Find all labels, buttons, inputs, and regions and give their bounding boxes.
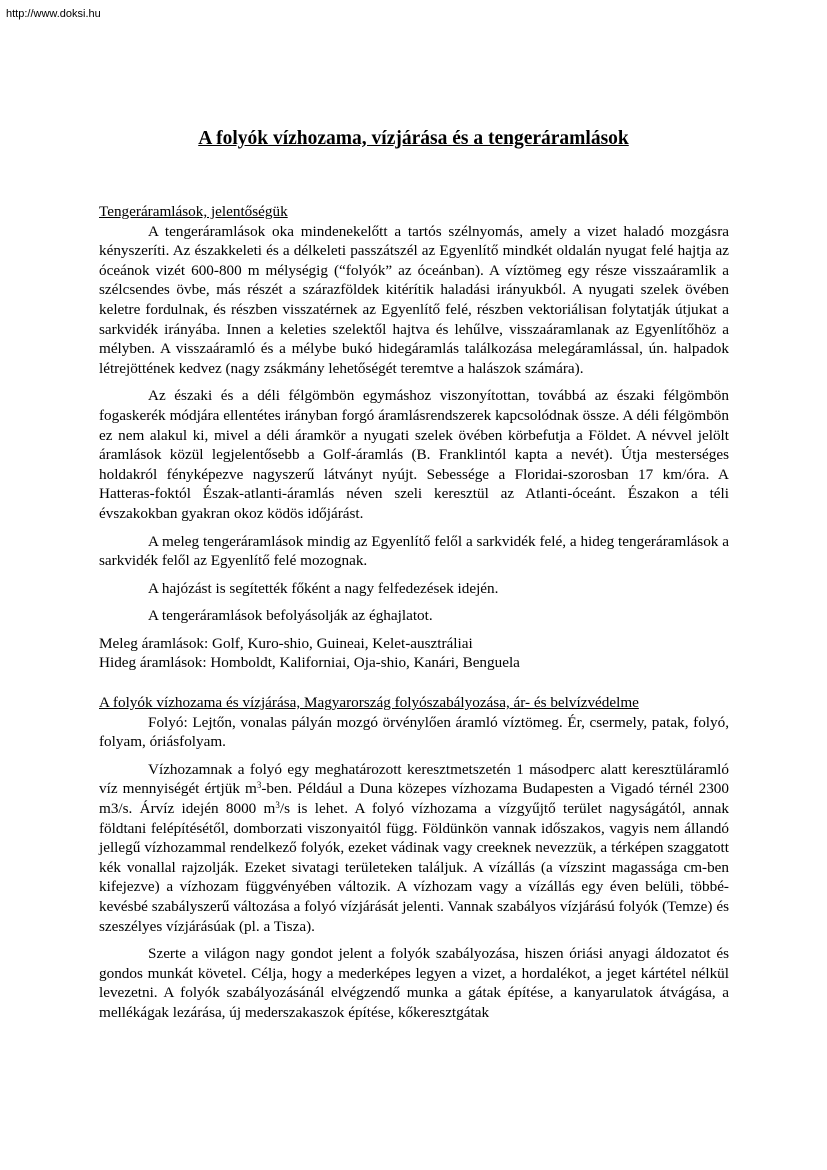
text-run: -ben. Például a Duna közepes vízhozama Budapesten a Vigadó térnél 2300 m3/s. Árvíz idején 8000 m: [99, 780, 729, 818]
paragraph: A tengeráramlások befolyásolják az éghajlatot.: [148, 607, 433, 625]
paragraph: A hajózást is segítették főként a nagy felfedezések idején.: [148, 579, 499, 597]
superscript: 3: [256, 780, 262, 791]
section-heading-rivers: A folyók vízhozama és vízjárása, Magyarország folyószabályozása, ár- és belvízvédelme: [99, 694, 639, 712]
document-title: A folyók vízhozama, vízjárása és a tengeráramlások: [198, 128, 629, 149]
cold-currents-list: Hideg áramlások: Homboldt, Kaliforniai, Oja-shio, Kanári, Benguela: [99, 654, 520, 672]
paragraph: A meleg tengeráramlások mindig az Egyenlítő felől a sarkvidék felé, a hideg tengeráramlások a sarkvidék felől az Egyenlítő felé mozognak.: [99, 532, 729, 570]
paragraph: A tengeráramlások oka mindenekelőtt a tartós szélnyomás, amely a vizet haladó mozgásra kényszeríti. Az északkeleti és a délkeleti passzátszél az Egyenlítő mindkét oldalán nyugat felé hajtja az óceánok vizét 600-800 m mélységig (“folyók” az óceánban). A víztömeg egy része visszaáramlik a szélcsendes övbe, más részét a szárazföldek kitérítik haladási irányukból. A nyugati szelek övében keletre fordulnak, és részben visszatérnek az Egyenlítő felé, részben vektoriálisan folytatják útjukat a sarkvidék irányába. Innen a keleties szelektől hajtva és lehűlve, visszaáramlanak az Egyenlítőhöz a mélyben. A visszaáramló és a mélybe bukó hidegáramlás találkozása melegáramlással, ún. halpadok létrejöttének kedvez (nagy zsákmány lehetőségét teremtve a halászok számára).: [99, 222, 729, 377]
paragraph: Az északi és a déli félgömbön egymáshoz viszonyítottan, továbbá az északi félgömbön fogaskerék módjára ellentétes irányban forgó áramlásrendszerek kapcsolódnak össze. A déli félgömbön ez nem alakul ki, mivel a déli áramkör a nyugati szelek övében körbefutja a Földet. A névvel jelölt áramlások közül legjelentősebb a Golf-áramlás (B. Franklintól kapta a nevét). Útja mesterséges holdakról fényképezve nagyszerű látványt nyújt. Sebessége a Floridai-szorosban 17 km/óra. A Hatteras-foktól Észak-atlanti-áramlás néven szeli keresztül az Atlanti-óceánt. Északon a téli évszakokban gyakran okoz ködös időjárást.: [99, 387, 729, 522]
warm-currents-list: Meleg áramlások: Golf, Kuro-shio, Guineai, Kelet-ausztráliai: [99, 634, 473, 652]
text-run: Vízhozamnak a folyó egy meghatározott keresztmetszetén 1 másodperc alatt keresztüláramló víz mennyiségét értjük m: [99, 760, 729, 798]
paragraph: Folyó: Lejtőn, vonalas pályán mozgó örvénylően áramló víztömeg. Ér, csermely, patak, folyó, folyam, óriásfolyam.: [99, 713, 729, 751]
superscript: 3: [275, 800, 280, 811]
paragraph-discharge: [99, 760, 729, 936]
paragraph: Szerte a világon nagy gondot jelent a folyók szabályozása, hiszen óriási anyagi áldozatot és gondos munkát követel. Célja, hogy a mederképes legyen a vizet, a hordalékot, a jeget kártétel nélkül levezetni. A folyók szabályozásánál elvégzendő munka a gátak építése, a kanyarulatok átvágása, a mellékágak lezárása, új mederszakaszok építése, kőkeresztgátak: [99, 945, 729, 1021]
document-body: [99, 202, 729, 1023]
text-run: /s is lehet. A folyó vízhozama a vízgyűjtő terület nagyságától, annak földtani felépítésétől, domborzati viszonyaitól függ. Földünkön vannak időszakos, vagyis nem állandó jellegű vízhozammal rendelkező folyók, ezeket vádinak vagy creeknek nevezzük, a térképen szaggatott kék vonallal rajzolják. Ezeket sivatagi területeken találjuk. A vízállás (a vízszint magassága cm-ben kifejezve) a vízhozam függvényében változik. A vízhozam vagy a vízállás egy éven belüli, többé-kevésbé szabályszerű változása a folyó vízjárását jelenti. Vannak szabályos vízjárású folyók (Temze) és szeszélyes vízjárásúak (pl. a Tisza).: [99, 800, 730, 935]
source-url[interactable]: http://www.doksi.hu: [6, 8, 101, 20]
section-heading-ocean-currents: Tengeráramlások, jelentőségük: [99, 203, 288, 220]
